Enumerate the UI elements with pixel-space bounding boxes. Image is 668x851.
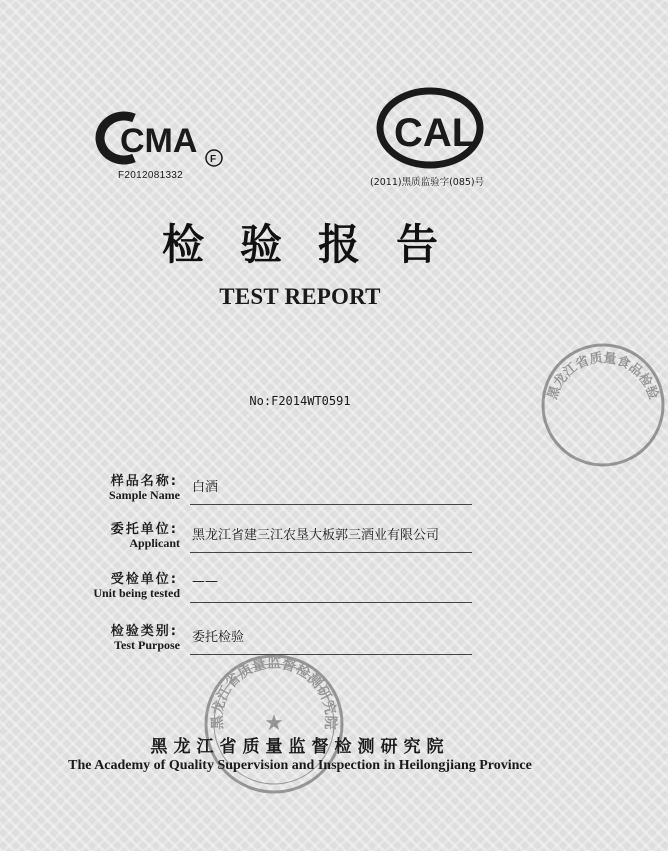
cma-mark: CMA — [120, 122, 198, 160]
report-number: No:F2014WT0591 — [249, 394, 351, 408]
field-sample-name — [60, 470, 480, 514]
field-label-cn: 受检单位: — [110, 572, 178, 587]
field-value: —— — [192, 574, 218, 589]
field-label-en: Unit being tested — [93, 586, 180, 600]
field-underline — [190, 504, 472, 505]
svg-text:F: F — [210, 154, 217, 165]
field-label-cn: 样品名称: — [110, 474, 178, 489]
field-label-en: Applicant — [129, 536, 180, 550]
report-title-en: TEST REPORT — [219, 284, 381, 309]
svg-text:★: ★ — [264, 711, 284, 736]
bottom-seal-text: 黑龙江省质量监督检测研究院 — [209, 655, 339, 730]
field-label-en: Sample Name — [109, 488, 180, 502]
field-value: 白酒 — [192, 480, 219, 495]
organization-name-cn: 黑龙江省质量监督检测研究院 — [150, 737, 450, 757]
right-seal-stamp — [538, 340, 668, 470]
organization-name-en: The Academy of Quality Supervision and Inspection in Heilongjiang Province — [68, 758, 532, 773]
right-seal-text: 黑龙江省质量食品检验 — [545, 350, 661, 402]
svg-text:黑龙江省质量食品检验 — [545, 350, 661, 401]
cal-logo — [376, 88, 484, 168]
field-label-cn: 检验类别: — [110, 624, 178, 639]
field-label-cn: 委托单位: — [110, 522, 178, 537]
field-unit-tested — [60, 568, 480, 612]
field-underline — [190, 552, 472, 553]
field-label-en: Test Purpose — [114, 638, 180, 652]
cal-mark: CAL — [394, 111, 477, 155]
cma-logo — [100, 106, 230, 170]
bottom-seal-stamp — [200, 650, 348, 798]
report-title-cn: 检验报告 — [161, 220, 474, 269]
cma-certificate-code: F2012081332 — [118, 170, 184, 181]
field-value: 黑龙江省建三江农垦大板郭三酒业有限公司 — [192, 528, 440, 543]
field-applicant — [60, 518, 480, 562]
field-underline — [190, 602, 472, 603]
field-value: 委托检验 — [192, 630, 245, 645]
cal-certificate-code: (2011)黑质监验字(085)号 — [370, 177, 485, 188]
